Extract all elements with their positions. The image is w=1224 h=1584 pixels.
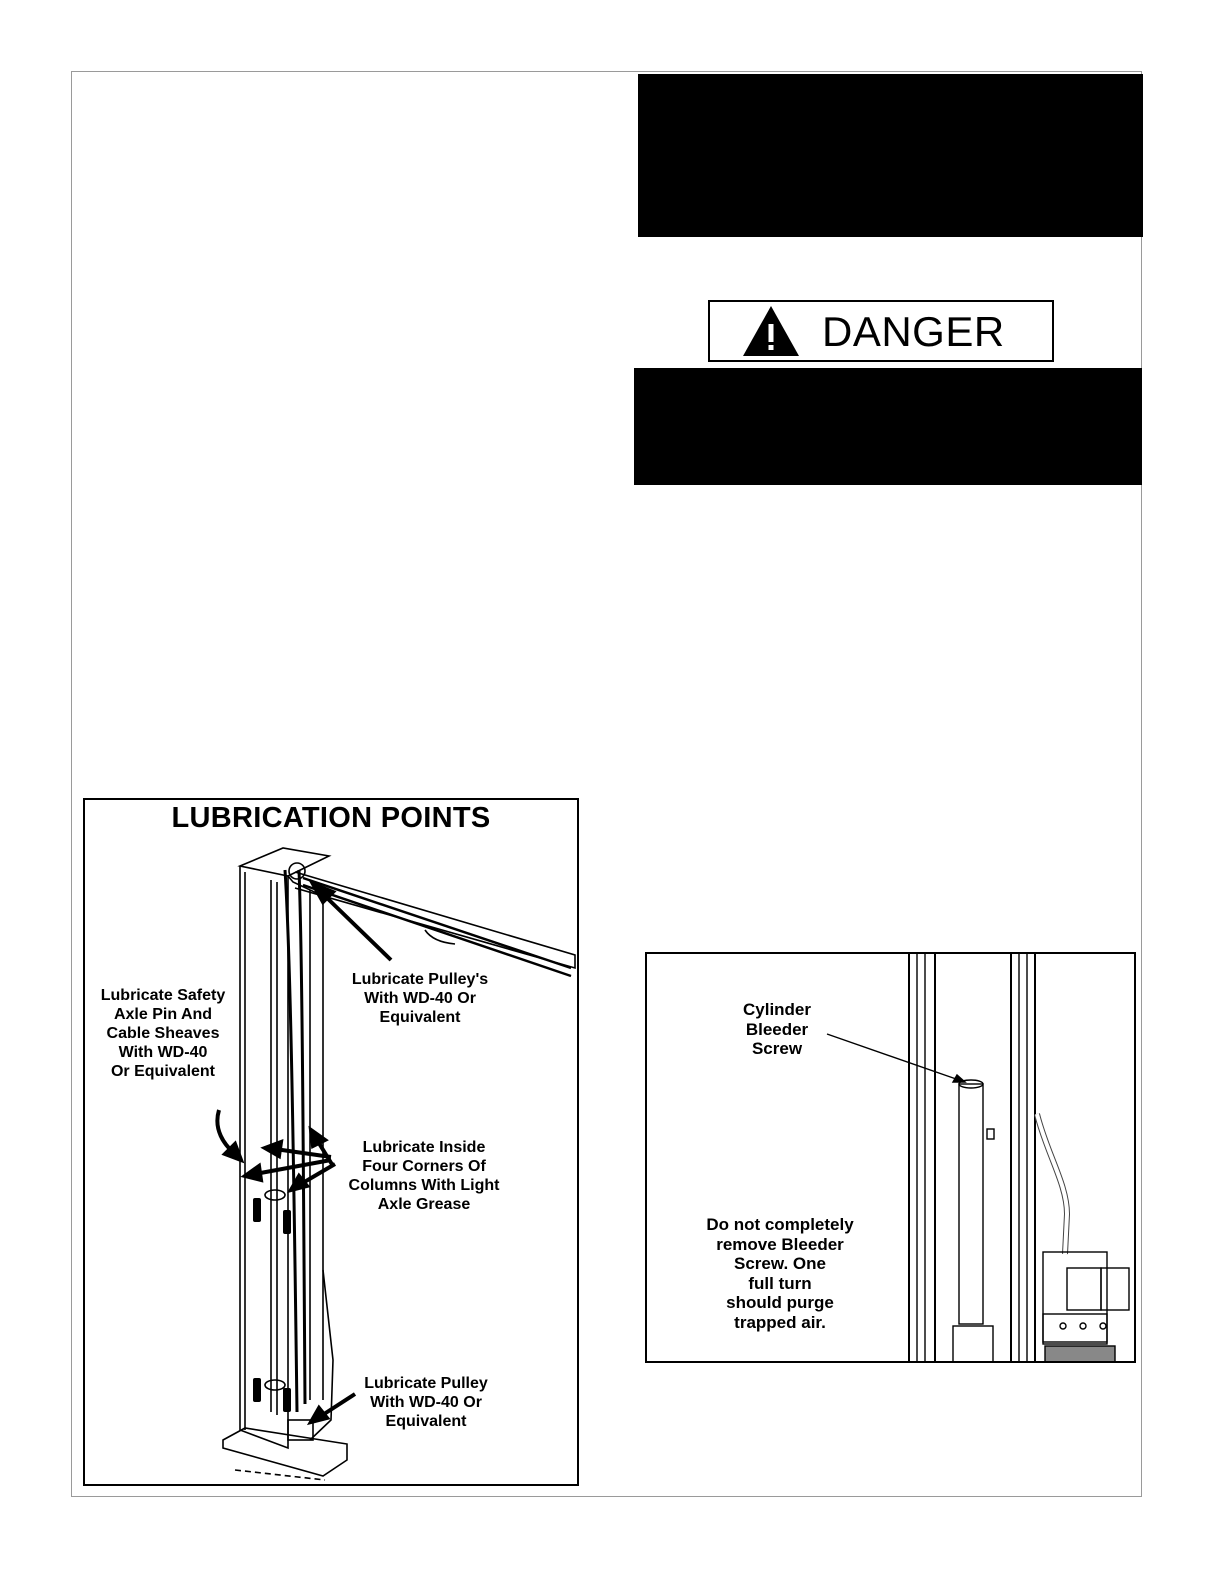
callout-line: Four Corners Of: [362, 1158, 486, 1175]
label-line: Cylinder: [742, 1000, 812, 1019]
callout-line: Equivalent: [379, 1009, 461, 1026]
bleeder-screw-figure: [645, 952, 1136, 1363]
callout-line: Lubricate Pulley: [364, 1375, 488, 1392]
callout-line: Axle Grease: [377, 1196, 471, 1213]
callout-line: Cable Sheaves: [106, 1025, 220, 1042]
danger-label: DANGER: [822, 308, 1005, 355]
callout-line: Lubricate Inside: [362, 1139, 486, 1156]
callout-line: Lubricate Safety: [100, 987, 226, 1004]
callout-top-pulleys: [335, 970, 505, 1027]
callout-bottom-pulley: [341, 1374, 511, 1431]
label-line: Bleeder: [745, 1019, 809, 1039]
note-line: Screw. One: [734, 1254, 826, 1273]
callout-line: With WD-40 Or: [370, 1394, 482, 1411]
callout-line: With WD-40: [118, 1044, 208, 1061]
note-line: full turn: [748, 1273, 812, 1293]
label-line: Screw: [751, 1039, 803, 1058]
callout-line: Axle Pin And: [113, 1006, 213, 1023]
callout-line: Columns With Light: [348, 1177, 500, 1194]
danger-sign: [708, 300, 1054, 362]
callout-line: Or Equivalent: [110, 1063, 216, 1080]
bleeder-warning-note: [667, 1215, 893, 1332]
note-line: trapped air.: [734, 1312, 826, 1332]
note-line: should purge: [726, 1293, 834, 1312]
note-line: remove Bleeder: [716, 1234, 844, 1254]
note-line: Do not completely: [706, 1215, 854, 1234]
black-block-middle: [634, 368, 1142, 485]
callout-line: With WD-40 Or: [364, 990, 476, 1007]
callout-safety-axle: [87, 986, 239, 1081]
callout-inside-corners: [329, 1138, 519, 1214]
figure-title: LUBRICATION POINTS: [171, 802, 491, 834]
callout-line: Equivalent: [385, 1413, 467, 1430]
bleeder-screw-label: [707, 1000, 847, 1059]
lubrication-points-figure: [83, 798, 579, 1486]
callout-line: Lubricate Pulley's: [351, 971, 489, 988]
black-block-top: [638, 74, 1143, 237]
